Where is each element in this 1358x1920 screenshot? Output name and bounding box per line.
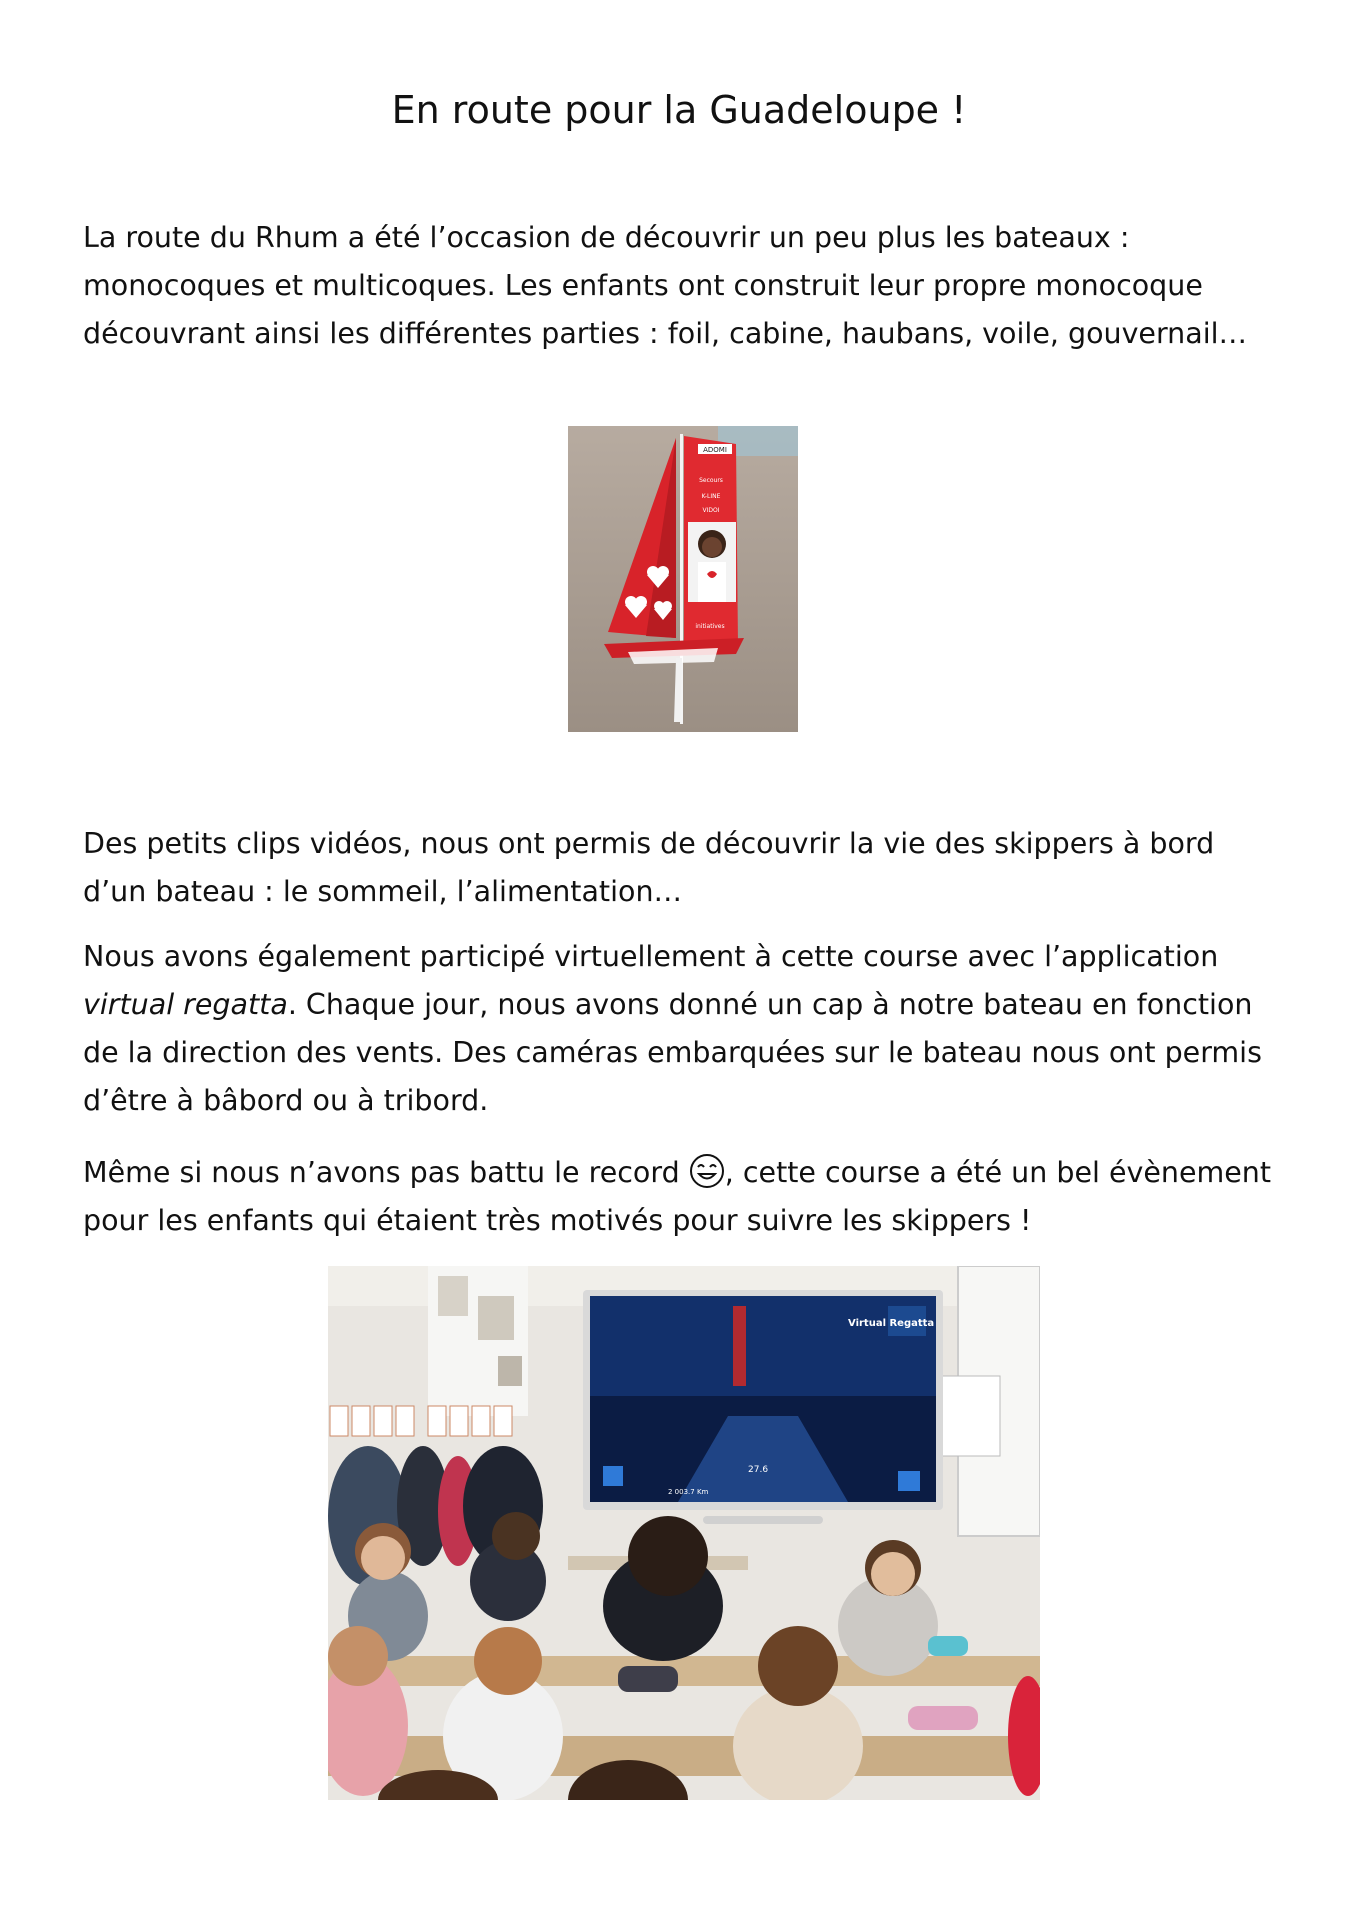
record-text-after: , cette course a été un bel évènement pour les enfants qui étaient très motivés pour suivre les skippers ! [83,1156,1272,1237]
record-paragraph [83,1149,1283,1245]
sail-text-vidoi: VIDOI [702,507,720,514]
videos-paragraph: Des petits clips vidéos, nous ont permis de découvrir la vie des skippers à bord d’un bateau : le sommeil, l’alimentation… [83,827,1215,908]
boat-model-photo [568,426,798,732]
classroom-photo [328,1266,1040,1800]
screen-logo: Virtual Regatta [848,1318,935,1329]
sail-text-secours: Secours [699,477,723,484]
screen-speed: 27.6 [748,1465,769,1475]
screen-distance: 2 003.7 Km [668,1488,709,1496]
regatta-paragraph [83,933,1283,1125]
page-title: En route pour la Guadeloupe ! [391,88,967,132]
regatta-text-after: . Chaque jour, nous avons donné un cap à notre bateau en fonction de la direction des vents. Des caméras embarquées sur le bateau nous ont permis d’être à bâbord ou à tribord. [83,988,1262,1117]
record-text-before: Même si nous n’avons pas battu le record [83,1156,689,1189]
app-name: virtual regatta [83,988,288,1021]
sail-text-initiatives: initiatives [695,623,725,630]
sail-text-adomi: ADOMI [703,446,727,454]
regatta-text-before: Nous avons également participé virtuellement à cette course avec l’application [83,940,1219,973]
sail-text-kline: K-LINE [701,493,721,500]
smiling-face-icon [689,1153,725,1189]
intro-paragraph: La route du Rhum a été l’occasion de découvrir un peu plus les bateaux : monocoques et multicoques. Les enfants ont construit leur propre monocoque découvrant ainsi les différentes parties : foil, cabine, haubans, voile, gouvernail… [83,221,1248,350]
